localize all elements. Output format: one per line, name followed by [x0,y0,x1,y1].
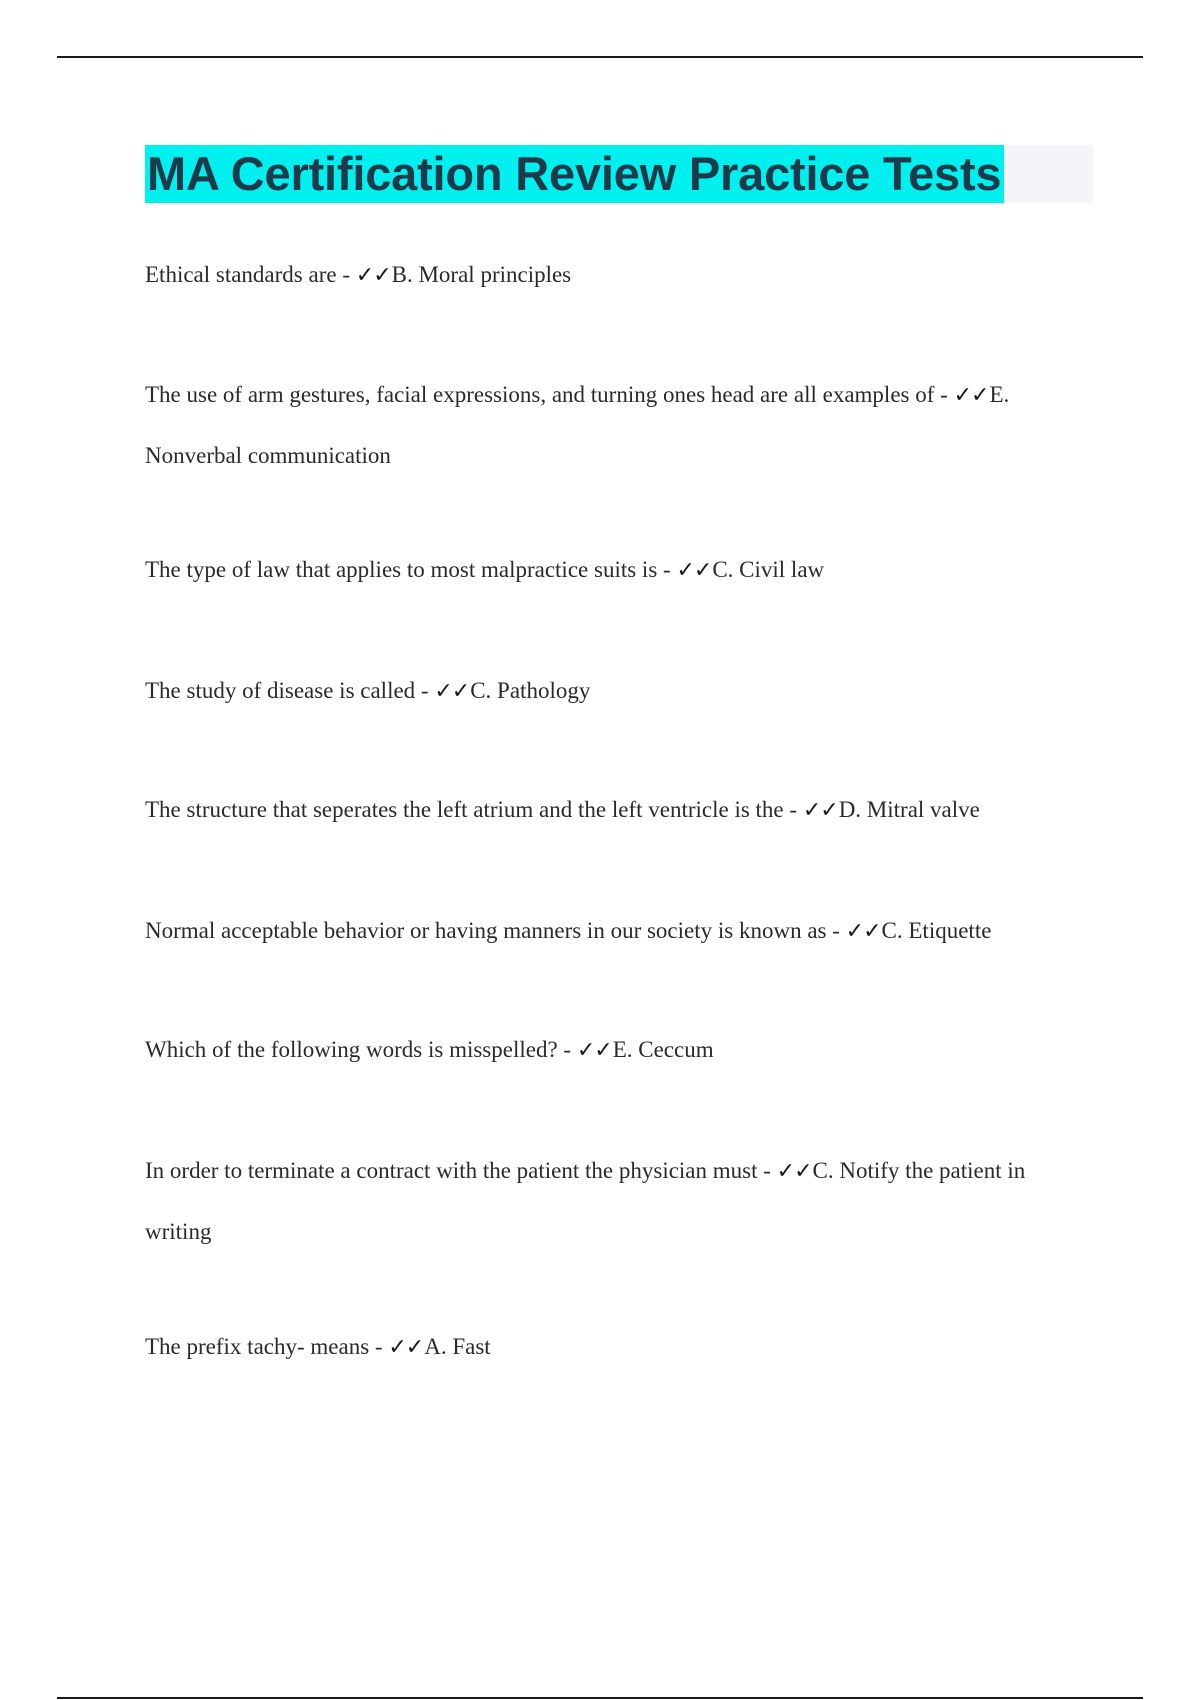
answer-text: A. Fast [424,1334,491,1359]
qa-item-9 [145,1317,1085,1378]
question-text: The prefix tachy- means [145,1334,370,1359]
double-check-icon: ✓✓ [434,679,470,704]
qa-item-6 [145,901,1085,962]
answer-text: C. Etiquette [881,918,992,943]
answer-text: C. Civil law [712,557,825,582]
qa-item-5 [145,780,1085,841]
answer-text: E. Nonverbal communication [145,382,1010,468]
question-text: The use of arm gestures, facial expressions, and turning ones head are all examples of [145,382,935,407]
question-text: The structure that seperates the left atrium and the left ventricle is the [145,797,784,822]
double-check-icon: ✓✓ [776,1159,812,1184]
double-check-icon: ✓✓ [845,919,881,944]
question-text: Normal acceptable behavior or having manners in our society is known as [145,918,827,943]
separator: - [336,262,356,287]
question-text: Which of the following words is misspelled? [145,1037,558,1062]
separator: - [783,797,803,822]
double-check-icon: ✓✓ [953,383,989,408]
page-title: MA Certification Review Practice Tests [145,145,1004,203]
question-text: Ethical standards are [145,262,337,287]
answer-text: E. Ceccum [612,1037,714,1062]
double-check-icon: ✓✓ [802,798,838,823]
double-check-icon: ✓✓ [355,263,391,288]
qa-item-8 [145,1141,1085,1262]
answer-text: C. Pathology [470,678,591,703]
qa-item-7 [145,1020,1085,1081]
page-bottom-rule [57,1697,1143,1699]
qa-item-1 [145,245,1085,306]
separator: - [657,557,677,582]
double-check-icon: ✓✓ [576,1038,612,1063]
separator: - [826,918,846,943]
question-text: In order to terminate a contract with the patient the physician must [145,1158,758,1183]
qa-item-2 [145,365,1085,486]
double-check-icon: ✓✓ [388,1335,424,1360]
separator: - [415,678,435,703]
page-top-rule [57,56,1143,58]
answer-text: C. Notify the patient in writing [145,1158,1026,1244]
qa-item-4 [145,661,1085,722]
question-text: The type of law that applies to most malpractice suits is [145,557,658,582]
separator: - [557,1037,577,1062]
answer-text: D. Mitral valve [838,797,980,822]
double-check-icon: ✓✓ [676,558,712,583]
qa-item-3 [145,540,1085,601]
separator: - [934,382,954,407]
separator: - [369,1334,389,1359]
answer-text: B. Moral principles [391,262,572,287]
separator: - [757,1158,777,1183]
question-text: The study of disease is called [145,678,416,703]
